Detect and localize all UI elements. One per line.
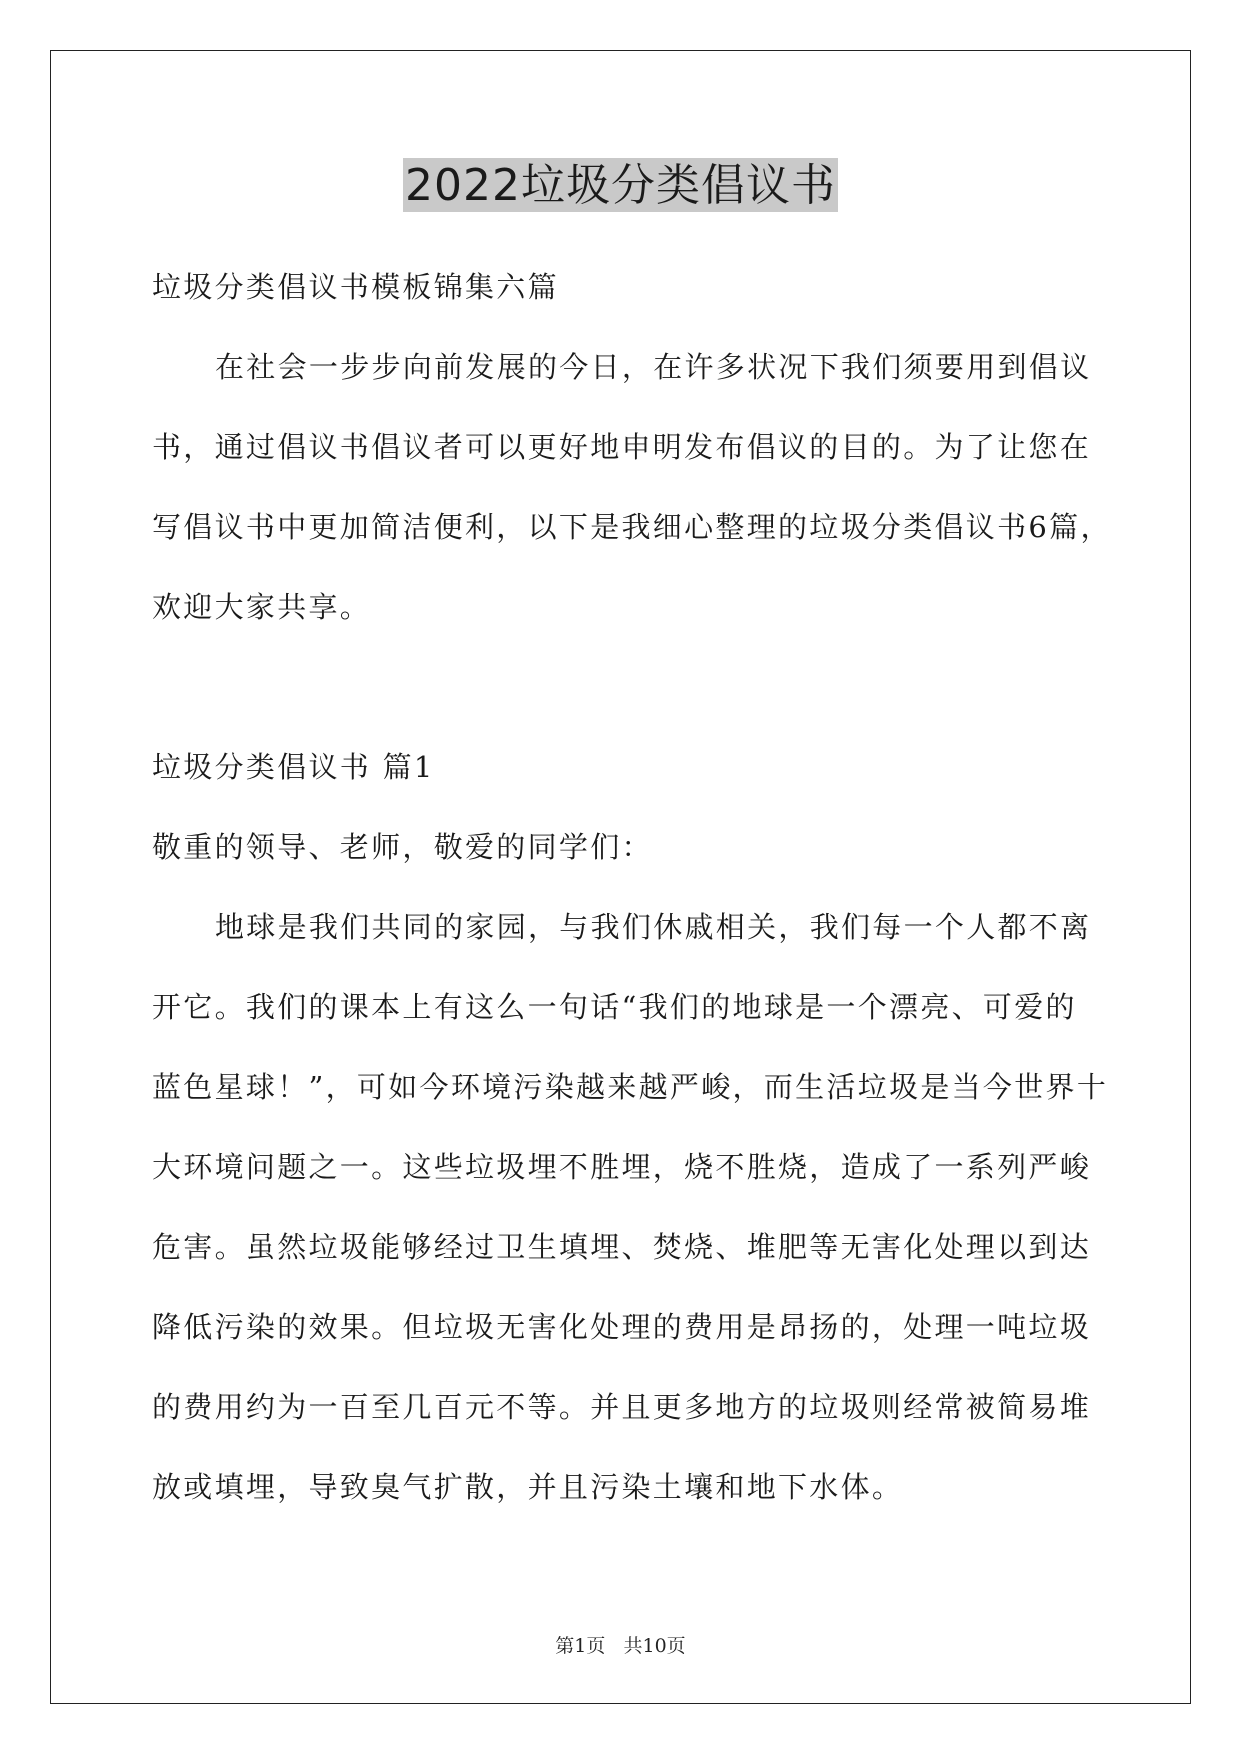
paragraph-line: 写倡议书中更加简洁便利，以下是我细心整理的垃圾分类倡议书6篇， <box>152 510 1112 544</box>
paragraph-line: 书，通过倡议书倡议者可以更好地申明发布倡议的目的。为了让您在 <box>152 430 1092 464</box>
paragraph-line: 降低污染的效果。但垃圾无害化处理的费用是昂扬的，处理一吨垃圾 <box>152 1310 1092 1344</box>
title-text: 2022垃圾分类倡议书 <box>405 160 836 211</box>
paragraph-line: 大环境问题之一。这些垃圾埋不胜埋，烧不胜烧，造成了一系列严峻 <box>152 1150 1092 1184</box>
page-footer: 第1页 共10页 <box>555 1635 686 1657</box>
paragraph-line: 欢迎大家共享。 <box>152 590 372 624</box>
paragraph-line: 的费用约为一百至几百元不等。并且更多地方的垃圾则经常被简易堆 <box>152 1390 1092 1424</box>
paragraph-line: 放或填埋，导致臭气扩散，并且污染土壤和地下水体。 <box>152 1470 904 1504</box>
document-title <box>0 158 1241 212</box>
paragraph-line: 地球是我们共同的家园，与我们休戚相关，我们每一个人都不离 <box>215 910 1092 944</box>
paragraph-line: 危害。虽然垃圾能够经过卫生填埋、焚烧、堆肥等无害化处理以到达 <box>152 1230 1092 1264</box>
paragraph-line: 在社会一步步向前发展的今日，在许多状况下我们须要用到倡议 <box>215 350 1092 384</box>
paragraph-line: 蓝色星球！”，可如今环境污染越来越严峻，而生活垃圾是当今世界十 <box>152 1070 1109 1104</box>
section-heading: 垃圾分类倡议书 篇1 <box>152 750 435 784</box>
subtitle-line: 垃圾分类倡议书模板锦集六篇 <box>152 270 559 304</box>
paragraph-line: 开它。我们的课本上有这么一句话“我们的地球是一个漂亮、可爱的 <box>152 990 1077 1024</box>
salutation-line: 敬重的领导、老师，敬爱的同学们： <box>152 830 653 864</box>
